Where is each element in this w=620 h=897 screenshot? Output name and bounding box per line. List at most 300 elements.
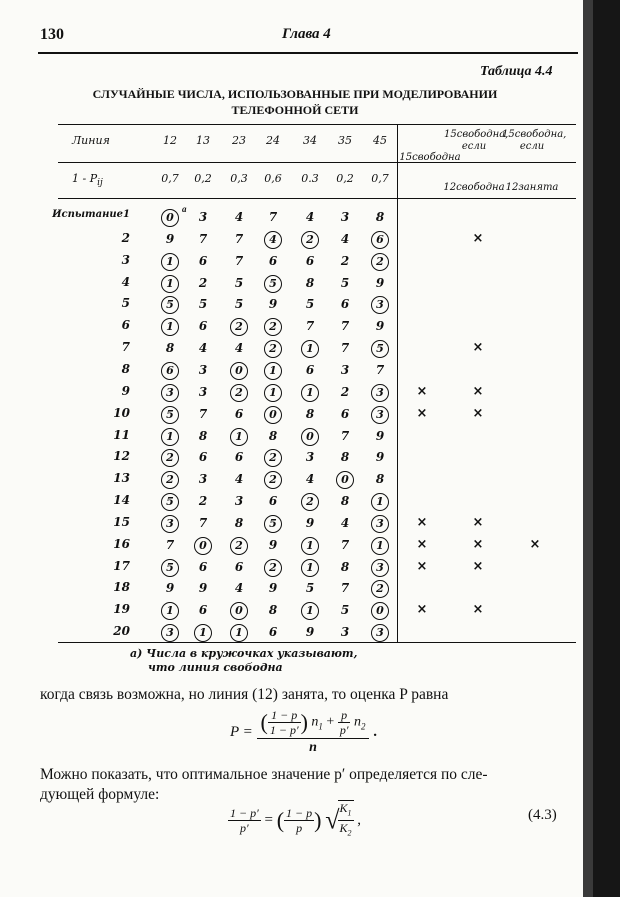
trial-label: 4	[121, 274, 130, 289]
random-number	[298, 360, 322, 380]
random-number	[227, 491, 251, 511]
random-number-value: 6	[198, 450, 208, 465]
circled-random-number	[227, 600, 251, 620]
circled-random-number	[158, 404, 182, 424]
random-number-value: 5	[198, 297, 208, 312]
random-number	[333, 535, 357, 555]
circled-random-number	[368, 513, 392, 533]
circled-random-number	[158, 294, 182, 314]
formula1-inner-fraction: $\frac{1 - p}{1 - p'}$	[269, 708, 299, 737]
random-number	[333, 273, 357, 293]
random-number-value: 0	[194, 537, 212, 555]
random-number-value: 4	[340, 231, 350, 246]
probability-label: 1 - P	[72, 172, 98, 185]
random-number	[227, 229, 251, 249]
paragraph-1: когда связь возможна, но линия (12) занята, то оценка P равна	[40, 686, 449, 703]
circled-random-number	[158, 600, 182, 620]
random-number-value: 4	[198, 341, 208, 356]
trial-label: 6	[121, 318, 130, 333]
random-number	[298, 316, 322, 336]
circled-random-number	[158, 513, 182, 533]
random-number-value: 1	[301, 340, 319, 358]
circled-random-number	[298, 535, 322, 555]
probability-value: 0,6	[264, 172, 282, 185]
random-number-value: 4	[234, 210, 244, 224]
random-number-value: 3	[340, 210, 350, 224]
trial-label: 13	[113, 471, 130, 486]
random-number-value: 3	[371, 384, 389, 402]
random-number	[191, 426, 215, 446]
random-number	[227, 207, 251, 227]
random-number-value: 4	[340, 515, 350, 530]
random-number-value: 6	[305, 362, 315, 377]
table-body-rule	[58, 198, 576, 199]
circled-random-number	[368, 382, 392, 402]
connection-mark: ×	[416, 602, 428, 618]
formula1-lhs: P =	[230, 723, 253, 740]
table-header-rule	[58, 162, 576, 163]
random-number-value: 7	[340, 428, 350, 443]
probability-value: 0.3	[301, 172, 319, 185]
random-number-value: 1	[230, 428, 248, 446]
random-number	[158, 338, 182, 358]
header-rule	[38, 52, 578, 54]
random-number	[191, 513, 215, 533]
table-label: Таблица 4.4	[480, 64, 553, 79]
random-number-value: 4	[305, 472, 315, 487]
random-number-value: 2	[161, 471, 179, 489]
trial-label: Испытание1	[52, 209, 130, 220]
random-number-value: 2	[340, 384, 350, 399]
column-b-header-bottom: 12свободна	[443, 182, 505, 193]
trial-label: 2	[121, 230, 130, 245]
random-number-value: 9	[198, 581, 208, 596]
table-bottom-rule	[58, 642, 576, 643]
random-number-value: 4	[305, 210, 315, 224]
random-number	[333, 426, 357, 446]
random-number-value: 1	[161, 318, 179, 336]
random-number	[191, 229, 215, 249]
random-number-value: 9	[268, 297, 278, 312]
random-number	[368, 469, 392, 489]
random-number-value: 7	[375, 362, 385, 377]
random-number-value: 5	[161, 559, 179, 577]
random-number-value: 8	[340, 559, 350, 574]
random-number-value: 7	[340, 537, 350, 552]
circled-random-number	[261, 513, 285, 533]
column-b-header-mid: если	[461, 141, 487, 152]
random-number-value: 3	[371, 515, 389, 533]
random-number-value: 6	[268, 625, 278, 640]
random-number	[261, 578, 285, 598]
random-number	[227, 513, 251, 533]
random-number-value: 6	[340, 406, 350, 421]
random-number	[298, 513, 322, 533]
circled-random-number	[158, 273, 182, 293]
circled-random-number	[158, 491, 182, 511]
random-number	[227, 447, 251, 467]
formula-optimal-p: $\frac{1 - p'}{p'}$ = ( $\frac{1 - p}{p}$ ) √ $\frac{K_1}{K_2}$ ,	[228, 800, 361, 841]
footnote-line-1: а) Числа в кружочках указывают,	[130, 647, 358, 660]
random-number	[333, 447, 357, 467]
circled-random-number	[261, 382, 285, 402]
random-number-value: 3	[198, 210, 208, 224]
paragraph-2: Можно показать, что оптимальное значение p′ определяется по сле-	[40, 766, 488, 783]
random-number	[298, 207, 322, 227]
random-number-value: 1	[301, 602, 319, 620]
random-number-value: 3	[340, 362, 350, 377]
random-number	[191, 338, 215, 358]
random-number-value: 2	[161, 449, 179, 467]
circled-random-number	[368, 251, 392, 271]
random-number	[368, 207, 392, 227]
random-number-value: 1	[161, 428, 179, 446]
random-number-value: 5	[161, 493, 179, 511]
random-number-value: 9	[268, 537, 278, 552]
random-number	[368, 426, 392, 446]
random-number	[368, 273, 392, 293]
footnote-line-2: что линия свободна	[148, 661, 283, 674]
line-header-13: 13	[196, 134, 210, 147]
connection-mark: ×	[416, 558, 428, 574]
connection-mark: ×	[416, 536, 428, 552]
line-header-35: 35	[338, 134, 352, 147]
random-number-value: 5	[340, 603, 350, 618]
line-header-34: 34	[303, 134, 317, 147]
connection-mark: ×	[472, 514, 484, 530]
random-number-value: 1	[371, 493, 389, 511]
random-number-value: 0	[264, 406, 282, 424]
random-number	[333, 557, 357, 577]
formula2-mid-fraction: $\frac{1 - p}{p}$	[286, 805, 313, 835]
random-number-value: 7	[234, 253, 244, 268]
random-number-value: 8	[305, 406, 315, 421]
random-number-value: 5	[234, 275, 244, 290]
formula1-numerator: ( $\frac{1 - p}{1 - p'}$ ) $n_1$ + $\frac{p}{p'}$ $n_2$	[257, 708, 370, 739]
random-number-value: 7	[198, 406, 208, 421]
random-number	[333, 382, 357, 402]
random-number	[191, 600, 215, 620]
random-number	[333, 513, 357, 533]
random-number-value: 5	[161, 406, 179, 424]
random-number-value: 5	[264, 275, 282, 293]
random-number-value: 1	[161, 602, 179, 620]
random-number-value: 3	[371, 406, 389, 424]
random-number-value: 2	[230, 318, 248, 336]
circled-random-number	[191, 535, 215, 555]
trial-label: 19	[113, 602, 130, 617]
random-number-value: 5	[305, 581, 315, 596]
random-number-value: 3	[198, 384, 208, 399]
connection-mark: ×	[472, 602, 484, 618]
circled-random-number	[158, 251, 182, 271]
random-number	[333, 251, 357, 271]
random-number-value: 3	[161, 384, 179, 402]
circled-random-number	[368, 491, 392, 511]
connection-mark: ×	[416, 514, 428, 530]
random-number-value: 6	[268, 253, 278, 268]
random-number	[298, 578, 322, 598]
circled-random-number	[368, 404, 392, 424]
probability-subscript: ij	[97, 178, 103, 189]
circled-random-number	[227, 382, 251, 402]
random-number	[333, 316, 357, 336]
table-title-line-2: ТЕЛЕФОННОЙ СЕТИ	[231, 103, 359, 117]
random-number-value: 0	[230, 362, 248, 380]
circled-random-number	[298, 600, 322, 620]
connection-mark: ×	[472, 405, 484, 421]
random-number-value: 3	[198, 472, 208, 487]
random-number-value: 3	[340, 625, 350, 640]
random-number	[261, 294, 285, 314]
trial-label: 7	[121, 340, 130, 355]
random-number-value: 8	[305, 275, 315, 290]
random-number-value: 2	[301, 493, 319, 511]
formula2-sqrt-fraction: $\frac{K_1}{K_2}$	[338, 800, 354, 841]
circled-random-number	[158, 207, 182, 227]
random-number-value: 1	[161, 275, 179, 293]
random-number-value: 1	[301, 384, 319, 402]
random-number	[261, 251, 285, 271]
connection-mark: ×	[529, 536, 541, 552]
random-number-value: 9	[268, 581, 278, 596]
random-number-value: 8	[165, 341, 175, 356]
random-number	[191, 251, 215, 271]
random-number-value: 9	[375, 428, 385, 443]
random-number-value: 6	[198, 319, 208, 334]
random-number	[191, 557, 215, 577]
random-number-value: 7	[234, 231, 244, 246]
random-number	[191, 207, 215, 227]
connection-mark: ×	[472, 230, 484, 246]
trial-label: 14	[113, 493, 130, 508]
formula1-main-fraction: ( $\frac{1 - p}{1 - p'}$ ) $n_1$ + $\frac{p}{p'}$ $n_2$ n	[257, 708, 370, 757]
random-number-value: 5	[234, 297, 244, 312]
random-number	[298, 404, 322, 424]
random-number-value: 5	[264, 515, 282, 533]
circled-random-number	[298, 382, 322, 402]
random-number-value: 8	[375, 472, 385, 487]
random-number-value: 6	[161, 362, 179, 380]
table-footnote	[130, 647, 357, 675]
random-number-value: 6	[198, 253, 208, 268]
trial-label: 16	[113, 536, 130, 551]
random-number-value: 7	[268, 210, 278, 224]
random-number-value: 3	[371, 559, 389, 577]
circled-random-number	[261, 469, 285, 489]
random-number-value: 7	[305, 319, 315, 334]
random-number-value: 6	[198, 559, 208, 574]
random-number-value: 1	[194, 624, 212, 642]
circled-random-number	[227, 535, 251, 555]
random-number	[368, 316, 392, 336]
random-number	[368, 447, 392, 467]
trial-label: 3	[121, 252, 130, 267]
random-number-value: 0	[336, 471, 354, 489]
circled-random-number	[368, 229, 392, 249]
random-number-value: 0	[161, 209, 179, 227]
random-number	[333, 578, 357, 598]
random-number	[298, 447, 322, 467]
circled-random-number	[191, 622, 215, 642]
trial-label: 15	[113, 514, 130, 529]
circled-random-number	[261, 273, 285, 293]
probability-header-label	[72, 172, 103, 188]
circled-random-number	[298, 229, 322, 249]
random-number-value: 7	[165, 537, 175, 552]
circled-random-number	[261, 316, 285, 336]
random-number	[227, 273, 251, 293]
random-number-value: 7	[340, 581, 350, 596]
formula1-end-dot: .	[373, 723, 377, 740]
circled-random-number	[158, 316, 182, 336]
line-header-label: Линия	[72, 134, 110, 147]
probability-value: 0,7	[161, 172, 179, 185]
circled-random-number	[368, 600, 392, 620]
random-number	[227, 578, 251, 598]
random-number	[333, 360, 357, 380]
trial-label: 12	[113, 449, 130, 464]
equation-number: (4.3)	[528, 807, 557, 823]
line-header-12: 12	[163, 134, 177, 147]
formula1-p-fraction: $\frac{p}{p'}$	[339, 708, 349, 737]
random-number	[227, 557, 251, 577]
random-number-value: 6	[305, 253, 315, 268]
circled-random-number	[227, 622, 251, 642]
random-number	[298, 622, 322, 642]
circled-random-number	[158, 469, 182, 489]
connection-mark: ×	[472, 383, 484, 399]
circled-random-number	[261, 229, 285, 249]
random-number	[158, 578, 182, 598]
probability-value: 0,2	[194, 172, 212, 185]
trial-label: 9	[121, 383, 130, 398]
circled-random-number	[158, 360, 182, 380]
table-top-rule	[58, 124, 576, 125]
circled-random-number	[227, 360, 251, 380]
random-number-value: 7	[340, 341, 350, 356]
circled-random-number	[368, 338, 392, 358]
random-number	[333, 491, 357, 511]
random-number-value: 2	[230, 537, 248, 555]
random-number-value: 3	[234, 494, 244, 509]
random-number-value: 8	[340, 450, 350, 465]
random-number	[191, 469, 215, 489]
random-number-value: 1	[161, 253, 179, 271]
circled-random-number	[368, 578, 392, 598]
random-number-value: 5	[305, 297, 315, 312]
random-number-value: 6	[371, 231, 389, 249]
random-number-value: 5	[161, 296, 179, 314]
connection-mark: ×	[416, 405, 428, 421]
random-number	[191, 316, 215, 336]
random-number-value: 4	[234, 581, 244, 596]
random-number-value: 7	[340, 319, 350, 334]
trial-label: 11	[113, 427, 130, 442]
random-number	[191, 273, 215, 293]
connection-mark: ×	[416, 383, 428, 399]
random-number	[227, 338, 251, 358]
random-number	[158, 535, 182, 555]
column-b-header-top: 15свободна,	[444, 129, 509, 140]
circled-random-number	[227, 426, 251, 446]
table-title	[60, 86, 530, 118]
connection-mark: ×	[472, 340, 484, 356]
random-number-value: 3	[371, 624, 389, 642]
random-number-value: 1	[371, 537, 389, 555]
circled-random-number	[261, 360, 285, 380]
column-c-header-top: 15свободна,	[502, 129, 567, 140]
random-number	[298, 294, 322, 314]
circled-random-number	[298, 338, 322, 358]
random-number-value: 6	[234, 450, 244, 465]
formula2-lhs-fraction: $\frac{1 - p'}{p'}$	[230, 805, 259, 835]
table-title-line-1: СЛУЧАЙНЫЕ ЧИСЛА, ИСПОЛЬЗОВАННЫЕ ПРИ МОДЕЛИРОВАНИИ	[92, 87, 498, 101]
circled-random-number	[298, 426, 322, 446]
sqrt-sign: √	[325, 805, 340, 835]
circled-random-number	[261, 447, 285, 467]
circled-random-number	[158, 382, 182, 402]
random-number	[191, 404, 215, 424]
random-number-value: 5	[340, 275, 350, 290]
random-number-value: 1	[230, 624, 248, 642]
random-number-value: 2	[371, 253, 389, 271]
trial-label: 18	[113, 580, 130, 595]
random-number-value: 2	[264, 340, 282, 358]
probability-value: 0,2	[336, 172, 354, 185]
random-number-value: 3	[305, 450, 315, 465]
random-number-value: 9	[375, 319, 385, 334]
line-header-45: 45	[373, 134, 387, 147]
circled-random-number	[368, 622, 392, 642]
trial-label: 17	[113, 558, 130, 573]
random-number	[261, 491, 285, 511]
random-number-value: 6	[268, 494, 278, 509]
random-number-value: 2	[230, 384, 248, 402]
footnote-marker: а	[182, 204, 187, 214]
random-number-value: 2	[198, 494, 208, 509]
random-number-value: 8	[340, 494, 350, 509]
probability-value: 0,3	[230, 172, 248, 185]
chapter-title: Глава 4	[282, 26, 331, 42]
circled-random-number	[368, 557, 392, 577]
random-number	[333, 294, 357, 314]
trial-label: 20	[113, 624, 130, 639]
random-number-value: 3	[161, 515, 179, 533]
line-header-23: 23	[232, 134, 246, 147]
random-number	[158, 229, 182, 249]
random-number-value: 7	[198, 515, 208, 530]
random-number-value: 6	[198, 603, 208, 618]
random-number	[227, 469, 251, 489]
circled-random-number	[368, 294, 392, 314]
column-c-header-bottom: 12занята	[505, 182, 559, 193]
random-number	[227, 251, 251, 271]
random-number-value: 2	[340, 253, 350, 268]
paragraph-3: дующей формуле:	[40, 786, 160, 803]
random-number-value: 6	[234, 406, 244, 421]
random-number-value: 7	[198, 231, 208, 246]
random-number-value: 9	[165, 581, 175, 596]
formula-p-estimate	[230, 708, 377, 757]
connection-mark: ×	[472, 558, 484, 574]
page-number: 130	[40, 26, 64, 43]
circled-random-number	[227, 316, 251, 336]
random-number	[298, 273, 322, 293]
random-number-value: 6	[234, 559, 244, 574]
random-number	[227, 404, 251, 424]
random-number-value: 2	[301, 231, 319, 249]
